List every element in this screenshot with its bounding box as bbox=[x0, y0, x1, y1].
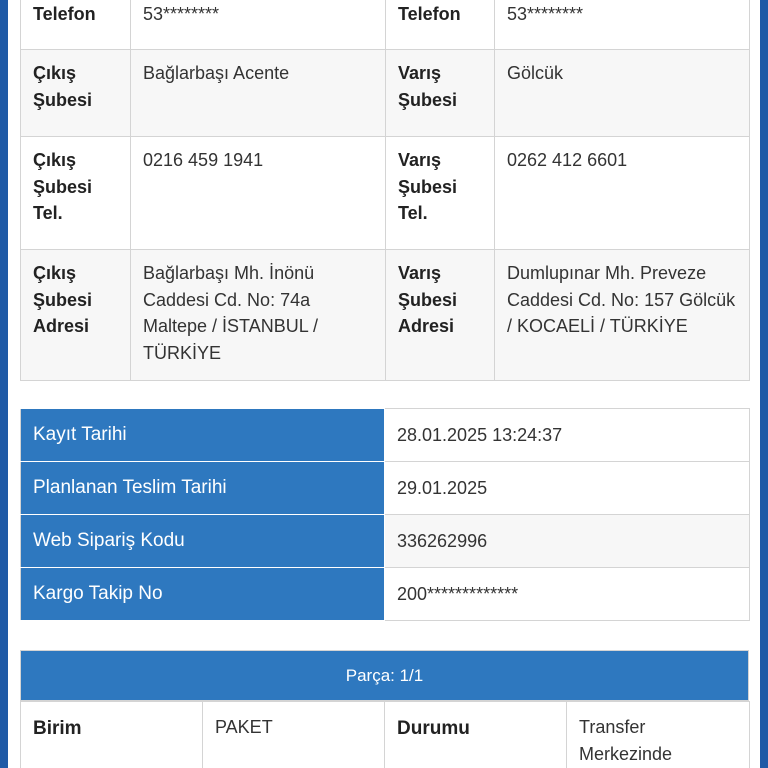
destination-branch-phone-label: Varış Şubesi Tel. bbox=[386, 137, 495, 250]
sender-phone-value: 53******** bbox=[131, 0, 386, 50]
table-row bbox=[21, 50, 750, 137]
origin-branch-value: Bağlarbaşı Acente bbox=[131, 50, 386, 137]
origin-branch-address-value: Bağlarbaşı Mh. İnönü Caddesi Cd. No: 74a Maltepe / İSTANBUL / TÜRKİYE bbox=[131, 250, 386, 381]
tracking-number-value: 200************* bbox=[385, 568, 750, 621]
web-order-code-value: 336262996 bbox=[385, 515, 750, 568]
planned-delivery-value: 29.01.2025 bbox=[385, 462, 750, 515]
origin-branch-phone-label: Çıkış Şubesi Tel. bbox=[21, 137, 131, 250]
table-row bbox=[21, 515, 750, 568]
receiver-phone-value: 53******** bbox=[495, 0, 750, 50]
parts-header: Parça: 1/1 bbox=[20, 650, 749, 701]
unit-value: PAKET bbox=[203, 702, 385, 768]
table-row bbox=[21, 702, 750, 768]
receiver-phone-label: Telefon bbox=[386, 0, 495, 50]
origin-branch-label: Çıkış Şubesi bbox=[21, 50, 131, 137]
sender-phone-label: Telefon bbox=[21, 0, 131, 50]
destination-branch-address-label: Varış Şubesi Adresi bbox=[386, 250, 495, 381]
table-row bbox=[21, 250, 750, 381]
table-row bbox=[21, 568, 750, 621]
status-label: Durumu bbox=[385, 702, 567, 768]
registration-date-value: 28.01.2025 13:24:37 bbox=[385, 409, 750, 462]
parts-table bbox=[20, 701, 750, 768]
destination-branch-address-value: Dumlupınar Mh. Preveze Caddesi Cd. No: 157 Gölcük / KOCAELİ / TÜRKİYE bbox=[495, 250, 750, 381]
branch-info-table bbox=[20, 0, 750, 381]
shipment-detail-page bbox=[8, 0, 760, 768]
table-row bbox=[21, 409, 750, 462]
table-row bbox=[21, 462, 750, 515]
unit-label: Birim bbox=[21, 702, 203, 768]
shipment-info-table bbox=[20, 408, 750, 621]
tracking-number-label: Kargo Takip No bbox=[21, 568, 385, 621]
origin-branch-phone-value[interactable]: 0216 459 1941 bbox=[131, 137, 386, 250]
destination-branch-phone-value[interactable]: 0262 412 6601 bbox=[495, 137, 750, 250]
table-row bbox=[21, 0, 750, 50]
table-row bbox=[21, 137, 750, 250]
destination-branch-value: Gölcük bbox=[495, 50, 750, 137]
status-value: Transfer Merkezinde bbox=[567, 702, 750, 768]
web-order-code-label: Web Sipariş Kodu bbox=[21, 515, 385, 568]
origin-branch-address-label: Çıkış Şubesi Adresi bbox=[21, 250, 131, 381]
destination-branch-label: Varış Şubesi bbox=[386, 50, 495, 137]
registration-date-label: Kayıt Tarihi bbox=[21, 409, 385, 462]
planned-delivery-label: Planlanan Teslim Tarihi bbox=[21, 462, 385, 515]
